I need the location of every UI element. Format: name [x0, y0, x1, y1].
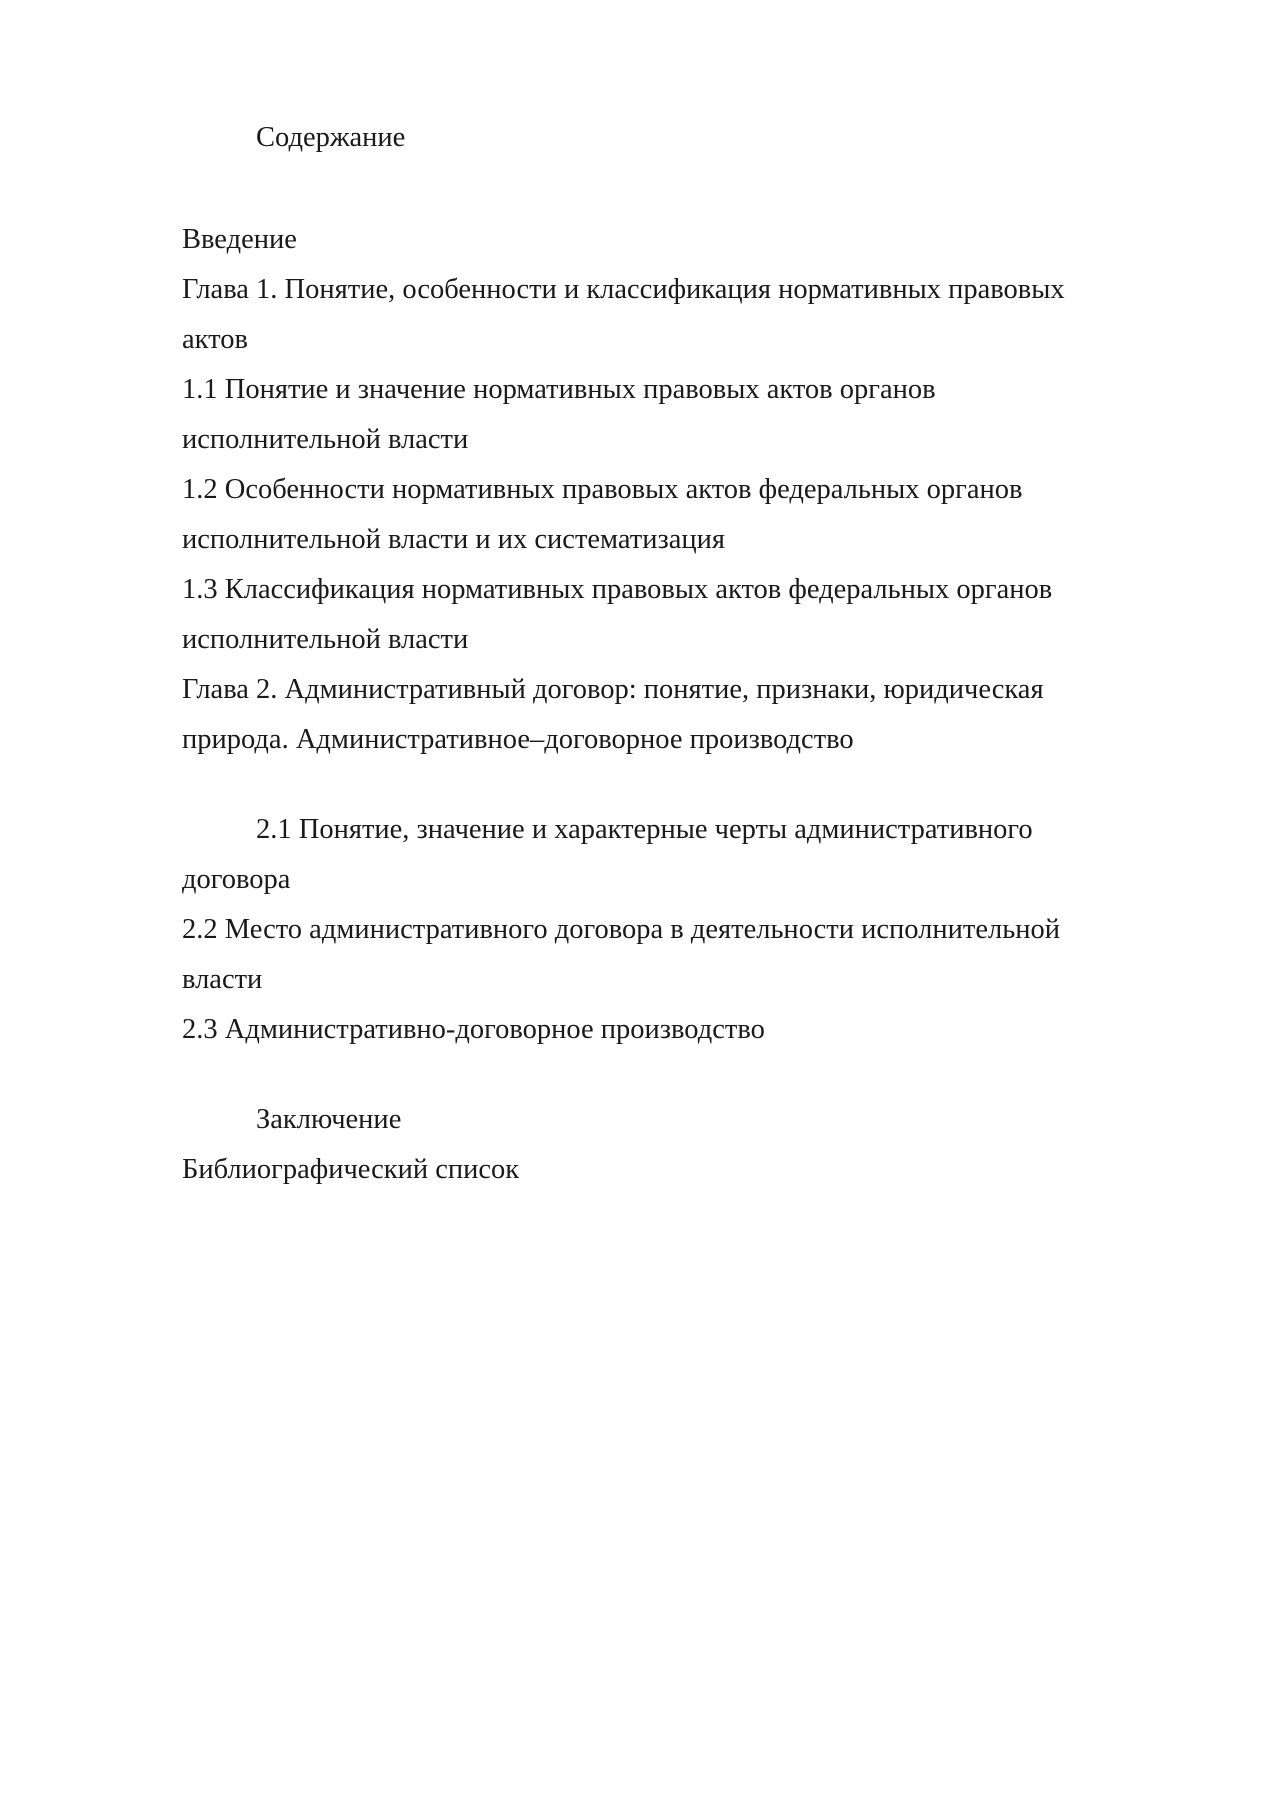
toc-item-conclusion: Заключение [256, 1104, 402, 1135]
toc-item-section-1-2-line-1: 1.2 Особенности нормативных правовых актов федеральных органов [182, 474, 1023, 505]
toc-item-section-1-2-line-2: исполнительной власти и их систематизация [182, 524, 726, 555]
toc-item-chapter-2-line-1: Глава 2. Административный договор: понятие, признаки, юридическая [182, 674, 1044, 705]
toc-item-chapter-1-line-2: актов [182, 324, 248, 355]
toc-item-section-2-2-line-2: власти [182, 964, 263, 995]
toc-item-section-2-1-line-2: договора [182, 864, 291, 895]
toc-item-section-2-2-line-1: 2.2 Место административного договора в деятельности исполнительной [182, 914, 1060, 945]
toc-item-bibliography: Библиографический список [182, 1154, 520, 1185]
toc-item-chapter-1-line-1: Глава 1. Понятие, особенности и классификация нормативных правовых [182, 274, 1065, 305]
toc-item-section-2-1-line-1: 2.1 Понятие, значение и характерные черты административного [256, 814, 1033, 845]
toc-item-section-2-3: 2.3 Административно-договорное производство [182, 1014, 765, 1045]
toc-item-section-1-3-line-1: 1.3 Классификация нормативных правовых актов федеральных органов [182, 574, 1053, 605]
toc-item-section-1-1-line-2: исполнительной власти [182, 424, 469, 455]
toc-item-chapter-2-line-2: природа. Административное–договорное производство [182, 724, 854, 755]
toc-item-section-1-1-line-1: 1.1 Понятие и значение нормативных правовых актов органов [182, 374, 936, 405]
toc-title: Содержание [256, 122, 406, 153]
toc-item-section-1-3-line-2: исполнительной власти [182, 624, 469, 655]
toc-item-introduction: Введение [182, 224, 297, 255]
